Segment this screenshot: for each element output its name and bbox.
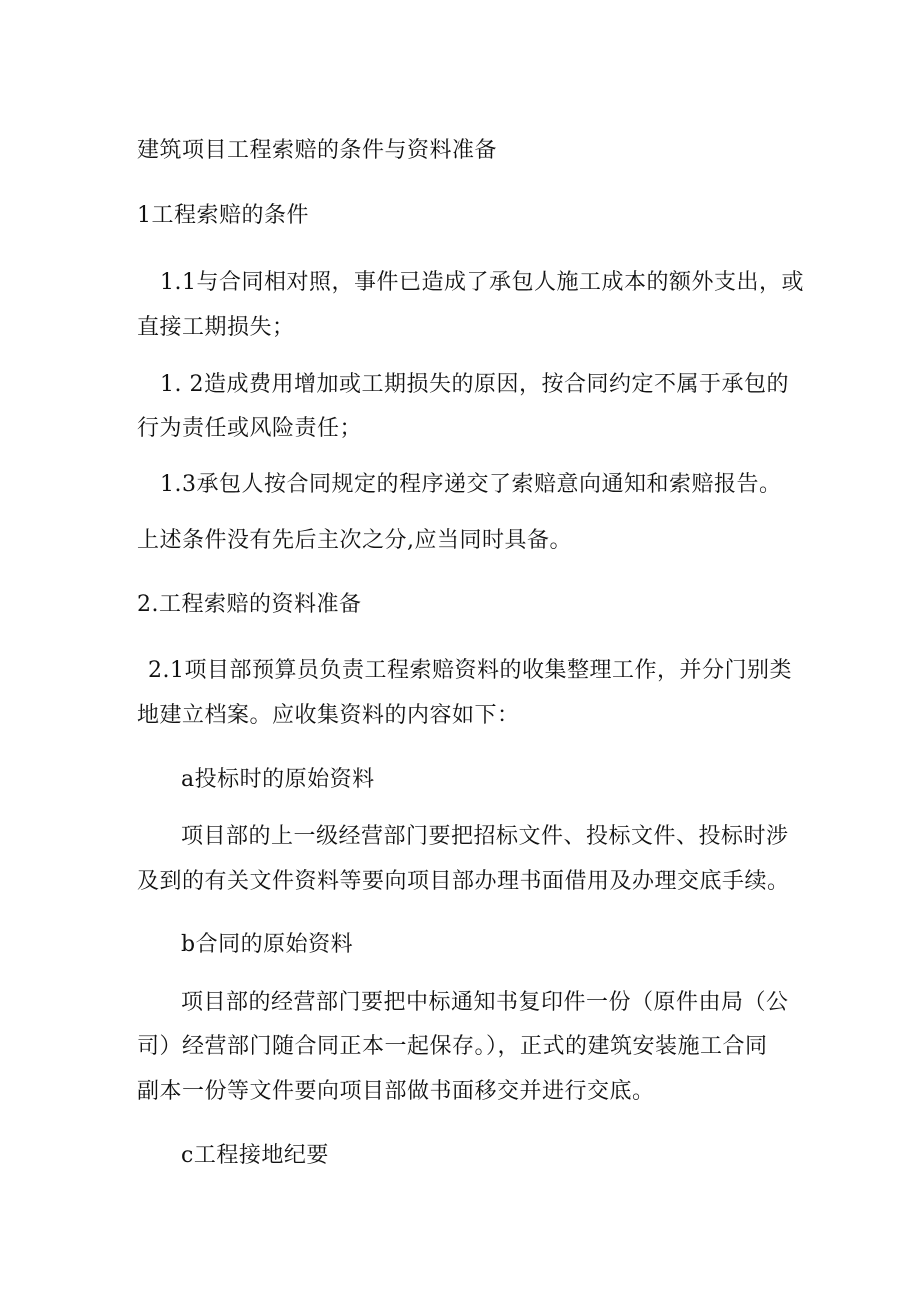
paragraph-1-3: 1.3承包人按合同规定的程序递交了索赔意向通知和索赔报告。 — [160, 472, 782, 497]
document-title: 建筑项目工程索赔的条件与资料准备 — [137, 138, 498, 163]
subsection-a-heading: a投标时的原始资料 — [181, 767, 375, 792]
subsection-b-line-1: 项目部的经营部门要把中标通知书复印件一份（原件由局（公 — [181, 990, 789, 1015]
paragraph-1-1-line-2: 直接工期损失； — [137, 315, 295, 340]
paragraph-1-1-line-1: 1.1与合同相对照，事件已造成了承包人施工成本的额外支出，或 — [160, 270, 804, 295]
section-1-note: 上述条件没有先后主次之分,应当同时具备。 — [137, 528, 572, 553]
paragraph-1-2-line-1: 1. 2造成费用增加或工期损失的原因，按合同约定不属于承包的 — [160, 372, 789, 397]
subsection-a-line-1: 项目部的上一级经营部门要把招标文件、投标文件、投标时涉 — [181, 824, 789, 849]
subsection-a-line-2: 及到的有关文件资料等要向项目部办理书面借用及办理交底手续。 — [137, 869, 790, 894]
paragraph-1-2-line-2: 行为责任或风险责任； — [137, 416, 363, 441]
section-2-heading: 2.工程索赔的资料准备 — [137, 592, 362, 617]
subsection-b-heading: b合同的原始资料 — [181, 932, 354, 957]
subsection-b-line-2: 司）经营部门随合同正本一起保存。），正式的建筑安装施工合同 — [137, 1034, 768, 1059]
paragraph-2-1-line-1: 2.1项目部预算员负责工程索赔资料的收集整理工作，并分门别类 — [148, 658, 792, 683]
subsection-b-line-3: 副本一份等文件要向项目部做书面移交并进行交底。 — [137, 1079, 655, 1104]
subsection-c-heading: c工程接地纪要 — [181, 1143, 329, 1168]
paragraph-2-1-line-2: 地建立档案。应收集资料的内容如下： — [137, 703, 520, 728]
section-1-heading: 1工程索赔的条件 — [137, 203, 309, 228]
